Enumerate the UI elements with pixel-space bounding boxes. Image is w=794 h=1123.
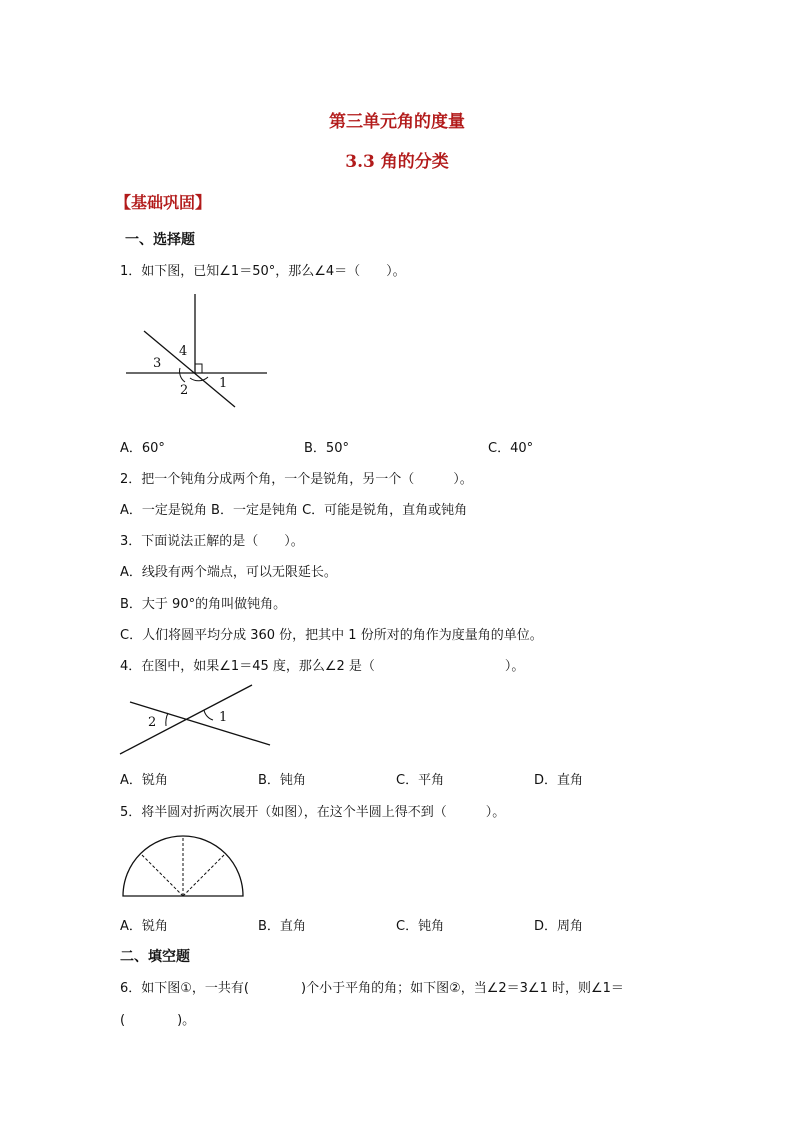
q1-option-a[interactable]: A．60° [120,441,165,456]
q4-option-c[interactable]: C．平角 [396,773,445,788]
figure-label: 2 [148,715,157,730]
question-1: 1．如下图，已知∠1＝50°，那么∠4＝（ ）。 [120,264,406,279]
q5-option-b[interactable]: B．直角 [258,919,306,934]
question-5: 5．将半圆对折两次展开（如图），在这个半圆上得不到（ ）。 [120,805,506,820]
question-5-figure [118,828,248,900]
question-4: 4．在图中，如果∠1＝45 度，那么∠2 是（ ）。 [120,659,525,674]
q5-option-c[interactable]: C．钝角 [396,919,445,934]
figure-label: 2 [180,383,189,398]
q1-option-c[interactable]: C．40° [488,441,534,456]
page-subtitle: 3.3 角的分类 [345,152,449,172]
q4-option-a[interactable]: A．锐角 [120,773,168,788]
q4-option-b[interactable]: B．钝角 [258,773,306,788]
figure-label: 3 [153,356,162,371]
figure-label: 1 [219,710,228,725]
question-4-figure [115,680,280,760]
question-3: 3．下面说法正解的是（ ）。 [120,534,304,549]
question-6-line2: ( )。 [120,1013,196,1028]
q3-option-b[interactable]: B．大于 90°的角叫做钝角。 [120,597,287,612]
question-1-figure [120,290,280,415]
question-2: 2．把一个钝角分成两个角，一个是锐角，另一个（ ）。 [120,472,473,487]
q1-option-b[interactable]: B．50° [304,441,349,456]
figure-label: 4 [179,344,188,359]
q4-option-d[interactable]: D．直角 [534,773,584,788]
q2-options[interactable]: A．一定是锐角 B．一定是钝角 C．可能是锐角，直角或钝角 [120,503,468,518]
section-tag: 【基础巩固】 [115,193,212,212]
q5-option-a[interactable]: A．锐角 [120,919,168,934]
figure-label: 1 [219,376,228,391]
q3-option-c[interactable]: C．人们将圆平均分成 360 份，把其中 1 份所对的角作为度量角的单位。 [120,628,543,643]
q3-option-a[interactable]: A．线段有两个端点，可以无限延长。 [120,565,337,580]
question-6-line1: 6．如下图①，一共有( )个小于平角的角；如下图②，当∠2＝3∠1 时，则∠1＝ [120,981,624,996]
part2-heading: 二、填空题 [120,949,190,965]
part1-heading: 一、选择题 [125,232,195,248]
q5-option-d[interactable]: D．周角 [534,919,584,934]
page-title: 第三单元角的度量 [329,112,465,132]
